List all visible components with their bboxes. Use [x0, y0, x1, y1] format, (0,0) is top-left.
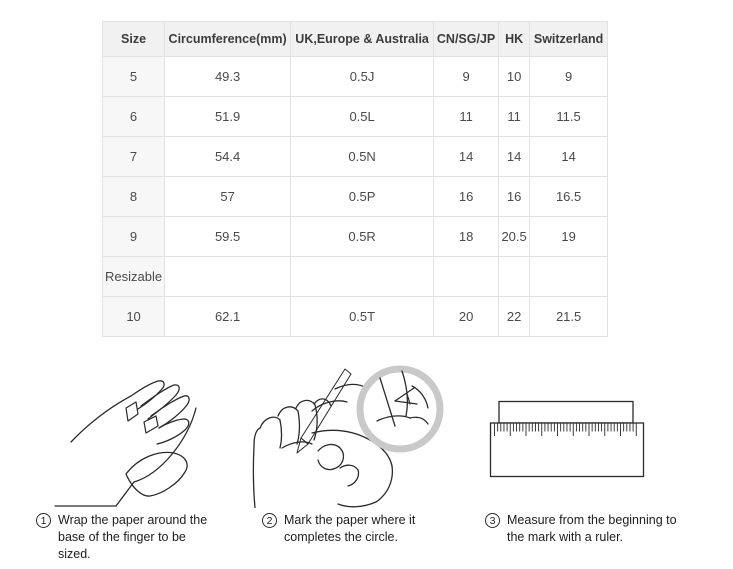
- table-cell: 11: [434, 97, 499, 137]
- header-hk: HK: [499, 22, 530, 57]
- table-cell: 0.5N: [291, 137, 434, 177]
- table-cell: 49.3: [165, 57, 291, 97]
- header-size: Size: [103, 22, 165, 57]
- table-cell: 0.5R: [291, 217, 434, 257]
- table-cell: 7: [103, 137, 165, 177]
- header-uk-europe-australia: UK,Europe & Australia: [291, 22, 434, 57]
- table-cell: 9: [434, 57, 499, 97]
- table-cell: 11.5: [530, 97, 608, 137]
- table-cell: 16.5: [530, 177, 608, 217]
- step-number-circle: 1: [36, 513, 51, 528]
- table-cell: [291, 257, 434, 297]
- table-cell: 11: [499, 97, 530, 137]
- table-row: [103, 57, 608, 97]
- table-cell: [165, 257, 291, 297]
- table-cell: 20: [434, 297, 499, 337]
- pencil-marking-paper-icon: [252, 356, 466, 508]
- table-cell: 19: [530, 217, 608, 257]
- table-cell: 62.1: [165, 297, 291, 337]
- table-cell: 16: [434, 177, 499, 217]
- table-cell: 10: [103, 297, 165, 337]
- step-number-circle: 3: [485, 513, 500, 528]
- table-row: [103, 97, 608, 137]
- table-cell: [434, 257, 499, 297]
- table-cell: 14: [499, 137, 530, 177]
- table-cell: 59.5: [165, 217, 291, 257]
- instruction-step-2: [262, 512, 432, 546]
- instruction-step-3: [485, 512, 693, 546]
- table-cell: 57: [165, 177, 291, 217]
- table-row: [103, 297, 608, 337]
- table-cell: 21.5: [530, 297, 608, 337]
- table-cell: 0.5J: [291, 57, 434, 97]
- instruction-text: Measure from the beginning to the mark with a ruler.: [507, 513, 677, 544]
- table-cell: Resizable: [103, 257, 165, 297]
- table-cell: [499, 257, 530, 297]
- table-cell: 0.5P: [291, 177, 434, 217]
- hand-with-paper-strip-icon: [46, 378, 232, 508]
- table-cell: 18: [434, 217, 499, 257]
- table-cell: 54.4: [165, 137, 291, 177]
- paper-strip: [499, 402, 633, 424]
- table-row: [103, 217, 608, 257]
- step-number-circle: 2: [262, 513, 277, 528]
- table-cell: 5: [103, 57, 165, 97]
- table-cell: 9: [530, 57, 608, 97]
- ring-size-chart-table: [102, 21, 608, 337]
- table-cell: 10: [499, 57, 530, 97]
- header-circumference: Circumference(mm): [165, 22, 291, 57]
- table-row-resizable: [103, 257, 608, 297]
- table-cell: 16: [499, 177, 530, 217]
- instruction-step-1: [36, 512, 218, 563]
- table-cell: 0.5L: [291, 97, 434, 137]
- header-switzerland: Switzerland: [530, 22, 608, 57]
- instruction-text: Mark the paper where it completes the circle.: [284, 513, 416, 544]
- table-cell: 9: [103, 217, 165, 257]
- instruction-text: Wrap the paper around the base of the finger to be sized.: [58, 513, 208, 561]
- table-cell: 14: [530, 137, 608, 177]
- table-cell: 22: [499, 297, 530, 337]
- table-row: [103, 177, 608, 217]
- table-cell: 14: [434, 137, 499, 177]
- table-cell: 8: [103, 177, 165, 217]
- table-row: [103, 137, 608, 177]
- table-cell: [530, 257, 608, 297]
- table-header-row: [103, 22, 608, 57]
- ruler-measuring-paper-icon: [486, 396, 648, 482]
- header-cn-sg-jp: CN/SG/JP: [434, 22, 499, 57]
- table-cell: 0.5T: [291, 297, 434, 337]
- table-cell: 6: [103, 97, 165, 137]
- table-cell: 20.5: [499, 217, 530, 257]
- magnifier-circle: [360, 369, 440, 449]
- table-cell: 51.9: [165, 97, 291, 137]
